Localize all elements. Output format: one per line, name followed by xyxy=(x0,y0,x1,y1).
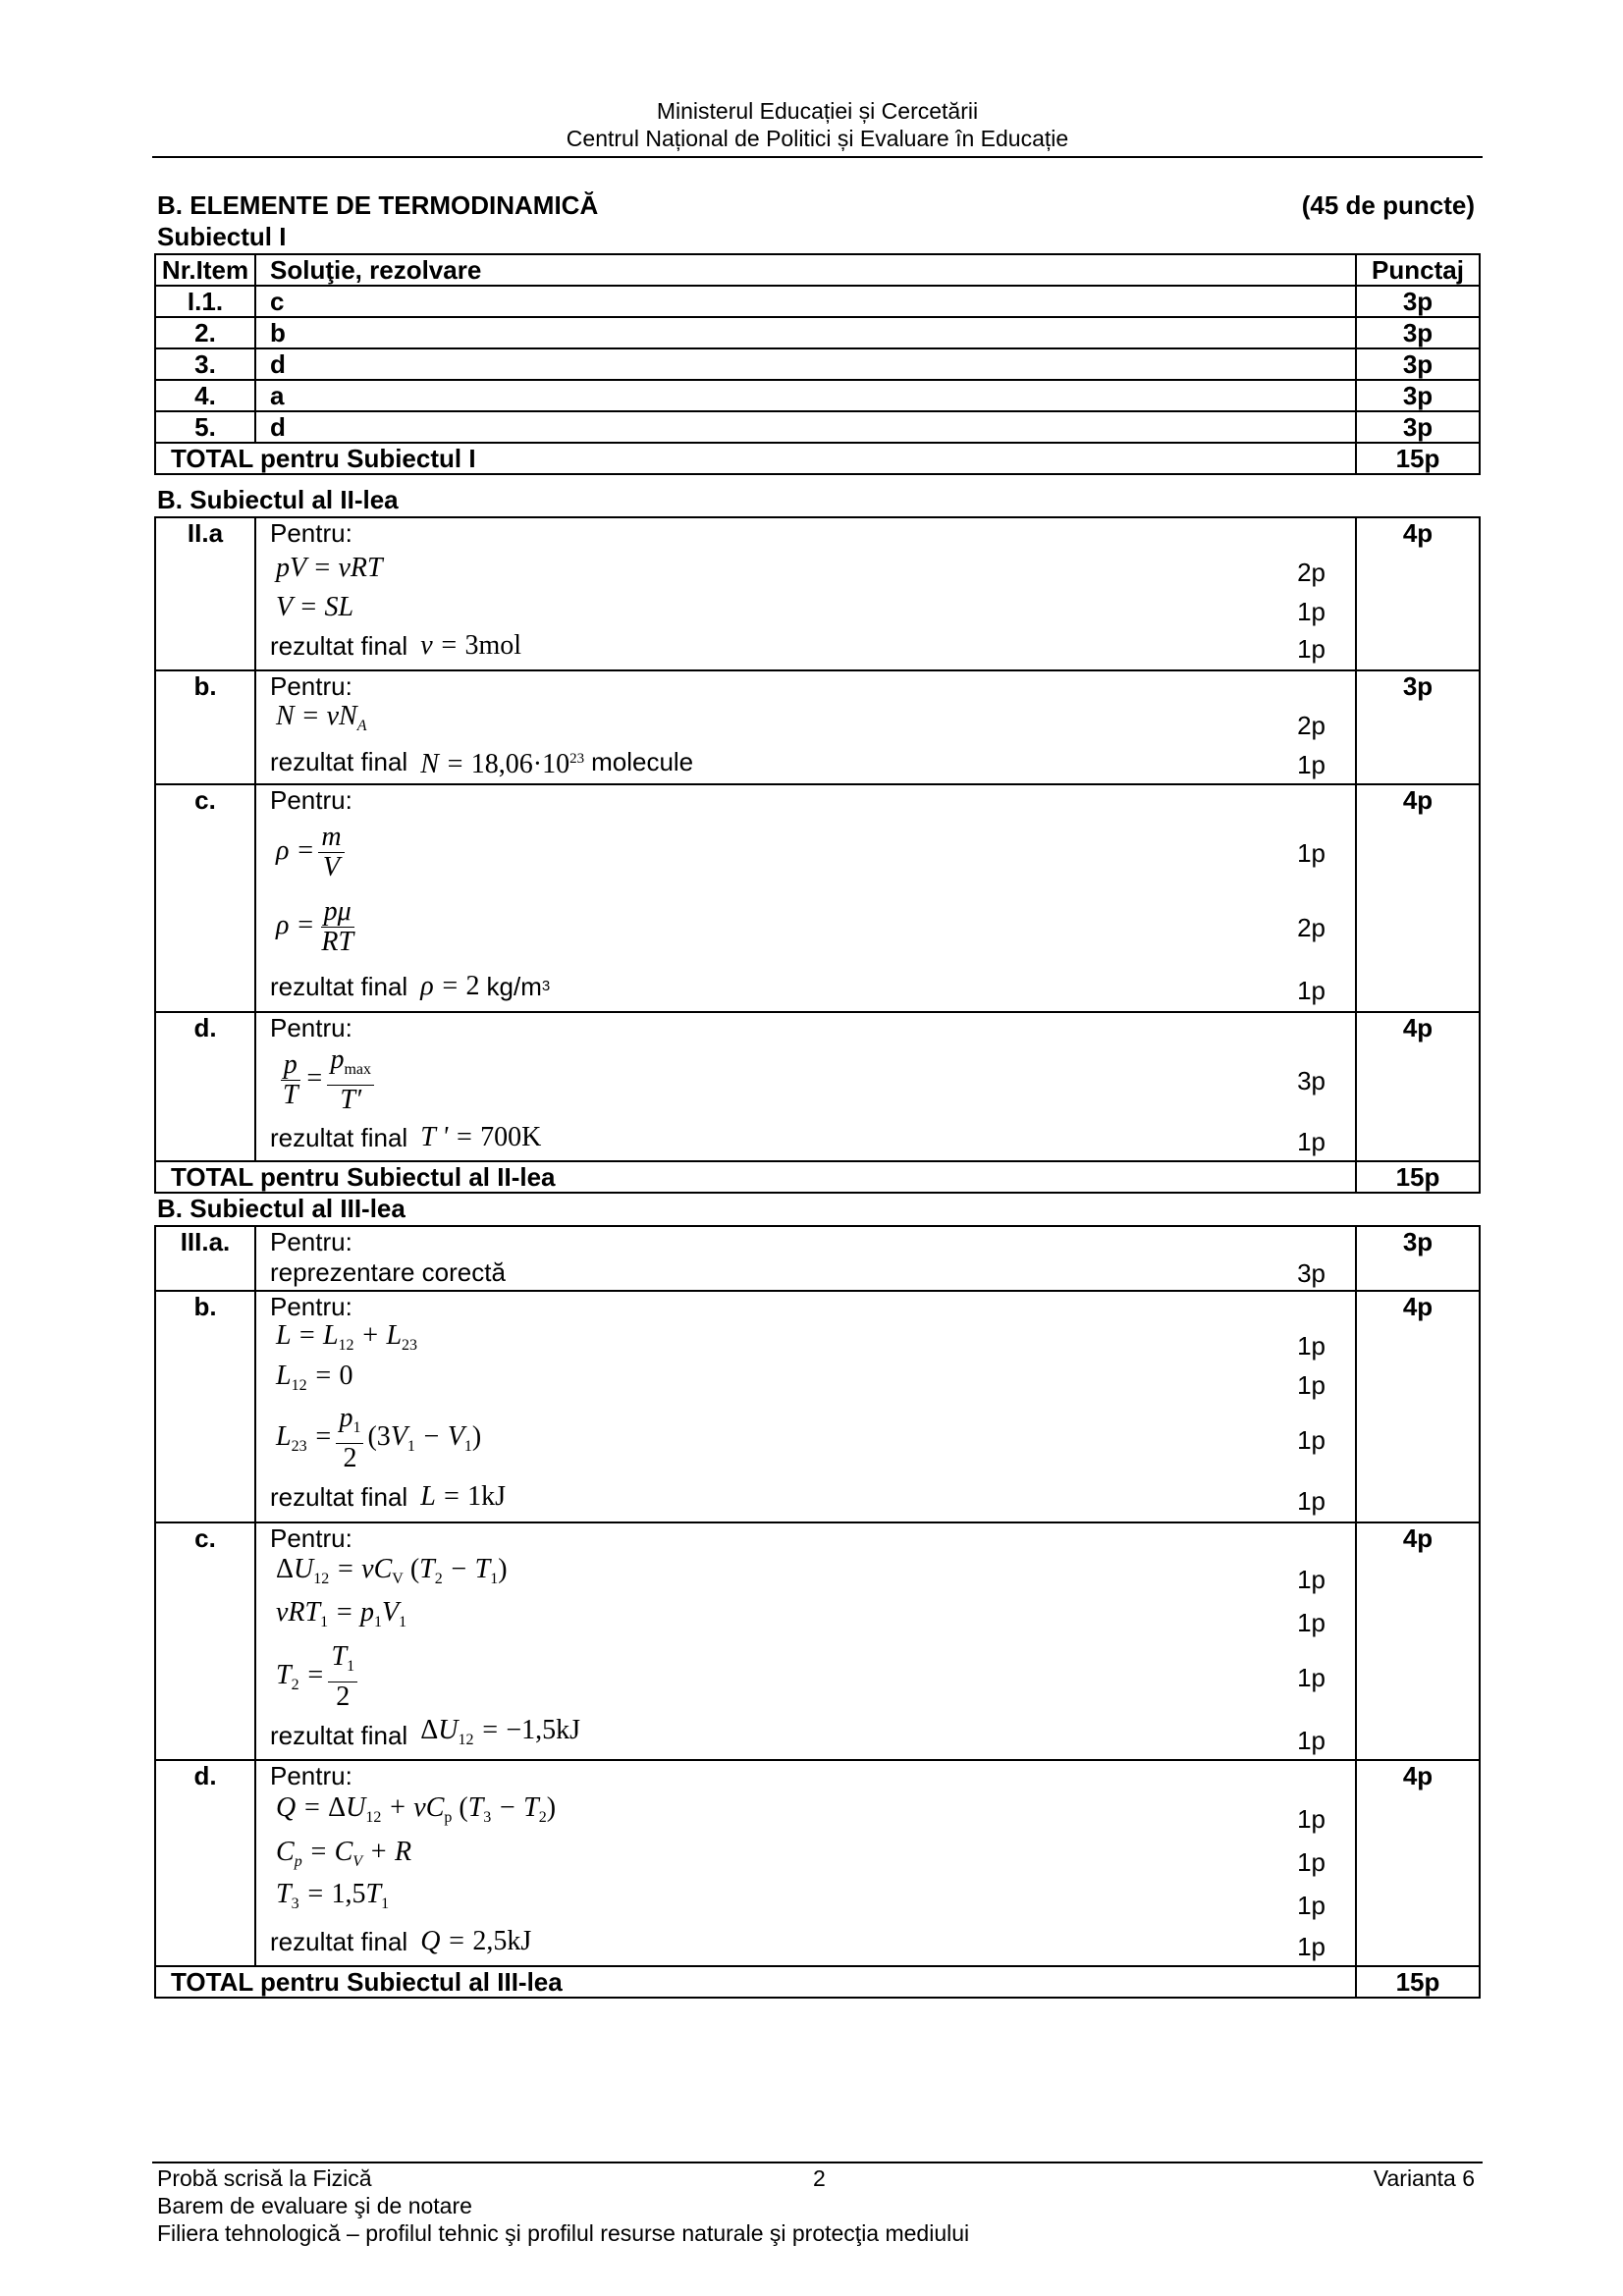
solution-step xyxy=(270,815,1355,889)
footer-divider xyxy=(152,2162,1483,2163)
subject3-label: B. Subiectul al III-lea xyxy=(157,1194,406,1223)
solution-step xyxy=(270,626,1355,666)
pentru-label: Pentru: xyxy=(270,1292,352,1321)
step-points: 1p xyxy=(1297,1891,1325,1920)
table-row xyxy=(155,348,1480,380)
item-row xyxy=(155,1226,1480,1291)
table-row xyxy=(155,411,1480,443)
solution-step xyxy=(270,1714,1355,1757)
pentru-label: Pentru: xyxy=(270,1523,352,1553)
step-points: 1p xyxy=(1297,976,1325,1005)
section-title-row xyxy=(157,190,1475,221)
item-row xyxy=(155,1291,1480,1522)
step-points: 1p xyxy=(1297,1486,1325,1516)
item-points: 4p xyxy=(1356,1760,1480,1966)
solution-step xyxy=(270,1042,1355,1117)
pentru-label: Pentru: xyxy=(270,1227,352,1256)
pentru-label: Pentru: xyxy=(270,518,352,548)
solution-cell xyxy=(255,1522,1356,1760)
step-points: 2p xyxy=(1297,711,1325,740)
solution-step xyxy=(270,1474,1355,1520)
total-label: TOTAL pentru Subiectul I xyxy=(155,443,1356,474)
item-number: c. xyxy=(155,1522,255,1760)
step-points: 2p xyxy=(1297,913,1325,942)
solution-step xyxy=(270,1256,1355,1288)
header-divider xyxy=(152,156,1483,158)
answer: c xyxy=(255,286,1356,317)
answer: a xyxy=(255,380,1356,411)
formula: L = 1kJ xyxy=(413,1481,507,1512)
item-row xyxy=(155,517,1480,670)
solution-cell xyxy=(255,670,1356,784)
item-points: 4p xyxy=(1356,784,1480,1012)
item-points: 4p xyxy=(1356,1012,1480,1161)
formula: $\frac{p}{T}$ = $\frac{p_{max}}{T'}$ xyxy=(270,1045,378,1115)
item-number: d. xyxy=(155,1760,255,1966)
formula: Q = 2,5kJ xyxy=(413,1926,532,1956)
formula: $T_3 = 1,5T_1$ xyxy=(276,1879,390,1912)
solution-step xyxy=(270,1639,1355,1714)
total-label: TOTAL pentru Subiectul al II-lea xyxy=(155,1161,1356,1193)
final-label: rezultat final xyxy=(270,1123,408,1152)
formula: $\Delta U_{12} = \nu C_V$ $(T_2 - T_1)$ xyxy=(276,1554,508,1587)
solution-step xyxy=(270,1361,1355,1402)
formula: $L = L_{12} + L_{23}$ xyxy=(276,1320,418,1354)
step-points: 3p xyxy=(1297,1258,1325,1288)
item-row xyxy=(155,1760,1480,1966)
footer-line3: Filiera tehnologică – profilul tehnic şi profilul resurse naturale şi protecţia mediului xyxy=(157,2220,970,2246)
footer-page-number: 2 xyxy=(813,2165,826,2191)
step-points: 1p xyxy=(1297,1127,1325,1156)
item-row xyxy=(155,1522,1480,1760)
item-number: III.a. xyxy=(155,1226,255,1291)
points: 3p xyxy=(1356,411,1480,443)
pentru-label: Pentru: xyxy=(270,1761,352,1790)
step-points: 1p xyxy=(1297,1663,1325,1692)
item-number: 5. xyxy=(155,411,255,443)
subject1-label: Subiectul I xyxy=(157,222,287,251)
table-row xyxy=(155,286,1480,317)
pentru-label: Pentru: xyxy=(270,785,352,815)
solution-step xyxy=(270,701,1355,742)
pentru-label: Pentru: xyxy=(270,1013,352,1042)
step-text: reprezentare corectă xyxy=(270,1257,506,1287)
answer: d xyxy=(255,348,1356,380)
step-points: 1p xyxy=(1297,1804,1325,1834)
points: 3p xyxy=(1356,286,1480,317)
formula: $C_p = C_V + R$ xyxy=(276,1837,412,1870)
final-label: rezultat final xyxy=(270,631,408,661)
solution-cell xyxy=(255,1226,1356,1291)
item-row xyxy=(155,1012,1480,1161)
pentru-label: Pentru: xyxy=(270,671,352,701)
step-points: 1p xyxy=(1297,1331,1325,1361)
subject2-label: B. Subiectul al II-lea xyxy=(157,485,399,514)
table-header-row xyxy=(155,254,1480,286)
header-ministry: Ministerul Educației și Cercetării xyxy=(656,98,979,124)
formula: $N = \nu N_A$ xyxy=(276,701,367,734)
solution-step xyxy=(270,1117,1355,1158)
solution-step xyxy=(270,589,1355,626)
col-item-header: Nr.Item xyxy=(155,254,255,286)
formula: $\Delta U_{12} = -1,5kJ$ xyxy=(420,1715,581,1748)
step-points: 1p xyxy=(1297,1425,1325,1455)
formula: $Q = \Delta U_{12} + \nu C_p$ $(T_3 - T_2)$ xyxy=(276,1792,557,1826)
solution-step xyxy=(270,1402,1355,1474)
step-points: 1p xyxy=(1297,634,1325,664)
step-points: 2p xyxy=(1297,558,1325,587)
answer: b xyxy=(255,317,1356,348)
unit-exponent: 3 xyxy=(541,978,551,994)
solution-step xyxy=(270,964,1355,1009)
unit-label: kg/m xyxy=(486,972,542,1001)
header-center: Centrul Național de Politici și Evaluare în Educație xyxy=(566,126,1069,151)
item-number: 2. xyxy=(155,317,255,348)
solution-cell xyxy=(255,1760,1356,1966)
step-points: 1p xyxy=(1297,597,1325,626)
footer-line2: Barem de evaluare şi de notare xyxy=(157,2193,472,2218)
solution-cell xyxy=(255,1291,1356,1522)
total-points: 15p xyxy=(1356,1161,1480,1193)
total-points: 15p xyxy=(1356,443,1480,474)
total-row xyxy=(155,1161,1480,1193)
formula: ρ = $\frac{m}{V}$ xyxy=(270,823,349,882)
formula: $N = 18,06\cdot 10^{23}$ xyxy=(413,749,585,779)
formula: $L_{23}$ = $\frac{p_1}{2}$ $(3V_1 - V_1)$ xyxy=(276,1402,482,1473)
step-points: 1p xyxy=(1297,838,1325,868)
final-label: rezultat final xyxy=(270,1927,408,1956)
subject3-table xyxy=(154,1225,1481,1999)
col-solution-header: Soluţie, rezolvare xyxy=(255,254,1356,286)
item-number: d. xyxy=(155,1012,255,1161)
step-points: 1p xyxy=(1297,1565,1325,1594)
footer-variant: Varianta 6 xyxy=(1373,2165,1475,2191)
solution-step xyxy=(270,1790,1355,1836)
item-number: I.1. xyxy=(155,286,255,317)
item-number: b. xyxy=(155,1291,255,1522)
formula: ρ = 2 xyxy=(413,971,480,1001)
item-number: II.a xyxy=(155,517,255,670)
table-row xyxy=(155,380,1480,411)
item-points: 4p xyxy=(1356,1291,1480,1522)
item-number: 4. xyxy=(155,380,255,411)
item-number: b. xyxy=(155,670,255,784)
item-points: 3p xyxy=(1356,1226,1480,1291)
step-points: 1p xyxy=(1297,1726,1325,1755)
step-points: 3p xyxy=(1297,1066,1325,1095)
total-row xyxy=(155,443,1480,474)
solution-cell xyxy=(255,517,1356,670)
item-number: 3. xyxy=(155,348,255,380)
points: 3p xyxy=(1356,348,1480,380)
table-row xyxy=(155,317,1480,348)
formula: pV = νRT xyxy=(276,553,383,583)
step-points: 1p xyxy=(1297,1847,1325,1877)
formula: ρ = $\frac{p\mu}{RT}$ xyxy=(276,895,354,957)
points: 3p xyxy=(1356,317,1480,348)
formula: $T_2$ = $\frac{T_1}{2}$ xyxy=(270,1642,361,1712)
subject1-table xyxy=(154,253,1481,475)
solution-step xyxy=(270,1836,1355,1879)
unit-label: molecule xyxy=(591,747,694,776)
item-row xyxy=(155,784,1480,1012)
formula: $\nu RT_1 = p_1V_1$ xyxy=(276,1597,407,1630)
step-points: 1p xyxy=(1297,1932,1325,1961)
item-points: 3p xyxy=(1356,670,1480,784)
step-points: 1p xyxy=(1297,750,1325,779)
section-points: (45 de puncte) xyxy=(1301,190,1475,220)
formula: T ' = 700K xyxy=(413,1122,542,1152)
solution-step xyxy=(270,889,1355,964)
section-title: B. ELEMENTE DE TERMODINAMICĂ xyxy=(157,190,599,220)
item-points: 4p xyxy=(1356,1522,1480,1760)
solution-step xyxy=(270,548,1355,589)
final-label: rezultat final xyxy=(270,1482,408,1512)
final-label: rezultat final xyxy=(270,1721,408,1750)
solution-cell xyxy=(255,784,1356,1012)
total-label: TOTAL pentru Subiectul al III-lea xyxy=(155,1966,1356,1998)
item-number: c. xyxy=(155,784,255,1012)
solution-step xyxy=(270,1879,1355,1920)
solution-step xyxy=(270,1920,1355,1963)
item-points: 4p xyxy=(1356,517,1480,670)
total-row xyxy=(155,1966,1480,1998)
footer-exam: Probă scrisă la Fizică xyxy=(157,2165,372,2191)
solution-cell xyxy=(255,1012,1356,1161)
final-label: rezultat final xyxy=(270,972,408,1001)
item-row xyxy=(155,670,1480,784)
total-points: 15p xyxy=(1356,1966,1480,1998)
step-points: 1p xyxy=(1297,1608,1325,1637)
subject2-table xyxy=(154,516,1481,1194)
points: 3p xyxy=(1356,380,1480,411)
formula: $L_{12} = 0$ xyxy=(276,1361,353,1394)
solution-step xyxy=(270,1321,1355,1361)
footer-row xyxy=(157,2165,1475,2192)
solution-step xyxy=(270,1596,1355,1639)
solution-step xyxy=(270,1553,1355,1596)
solution-step xyxy=(270,742,1355,781)
formula: ν = 3mol xyxy=(413,630,522,661)
final-label: rezultat final xyxy=(270,747,408,776)
formula: V = SL xyxy=(276,592,354,622)
step-points: 1p xyxy=(1297,1370,1325,1400)
col-points-header: Punctaj xyxy=(1356,254,1480,286)
answer: d xyxy=(255,411,1356,443)
